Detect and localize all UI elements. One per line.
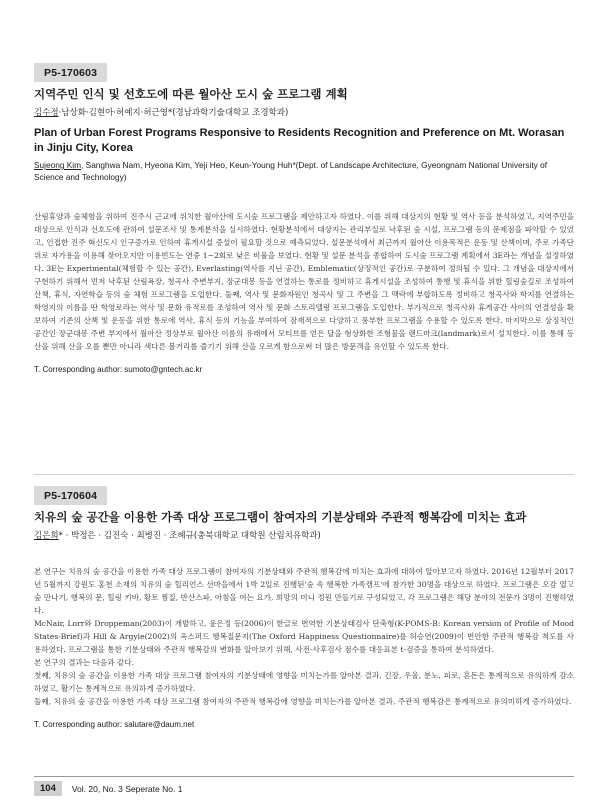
paragraph: 본 연구는 치유의 숲 공간을 이용한 가족 대상 프로그램이 참여자의 기분상태와 주관적 행복감에 미치는 효과에 대하여 알아보고자 하였다. 2016년 12월부터 2017년 5월까지 강원도 홍천 소재의 치유의 숲 힐리언스 선마을에서 1박 2일로 진행된'숲 속 행복한 가족캠프'에 참가한 30명을 대상으로 하였다. 프로그램은 오감 열고 숲 만나기, 행복의 문, 힐링 키바, 황토 찜질, 반산스파, 아침을 여는 요가, 희망의 미니 정원 만들기로 구성되었고, 각 프로그램은 해당 분야의 전문가 3명이 진행하였다. [34,567,574,615]
abstract-code-badge: P5-170603 [34,63,107,82]
page-footer [34,781,182,796]
abstract-title-korean: 치유의 숲 공간을 이용한 가족 대상 프로그램이 참여자의 기분상태와 주관적 행복감에 미치는 효과 [34,510,527,524]
first-author-english: Sujeong Kim [34,160,82,170]
corresponding-author: T. Corresponding author: sumoto@gntech.ac.kr [34,365,203,374]
co-authors-english: , Sanghwa Nam, Hyeona Kim, Yeji Heo, Keun-Young Huh*(Dept. of Landscape Architecture, Gyeongnam National University of Science and Technology) [34,160,548,182]
abstract-body [34,210,574,353]
abstract-title-english: Plan of Urban Forest Programs Responsive to Residents Recognition and Preference on Mt. Worasan in Jinju City, Korea [34,127,565,154]
authors-english [34,159,574,183]
abstract-body [34,565,574,708]
co-authors: * · 박정은 · 김진숙 · 최병진 · 조혜규(충북대학교 대학원 산림치유학과) [58,531,321,541]
journal-issue: Vol. 20, No. 3 Seperate No. 1 [71,783,183,794]
abstract-p5-170604 [34,486,574,729]
first-author: 김수정 [34,108,59,118]
corresponding-author: T. Corresponding author: salutare@daum.net [34,720,195,729]
footer-rule [34,776,574,777]
first-author: 김은희 [34,531,59,541]
abstract-p5-170603 [34,63,574,374]
authors-korean [34,530,574,542]
paragraph: 둘째, 치유의 숲 공간을 이용한 가족 대상 프로그램 참여자의 주관적 행복감에 영향을 미치는가를 알아본 결과, 주관적 행복감은 통계적으로 유의미하게 증가하였다. [34,697,572,706]
paragraph: McNair, Lorr와 Droppeman(2003)이 개발하고, 윤은정 등(2006)이 한글로 번역한 기분상태검사 단축형(K-POMS-B: Korean version of Profile of Mood States-Brief)과 Hill & Argyle(2002)의 옥스퍼드 행복질문지(The Oxford Happiness Questionnaire)를 허승연(2009)이 번안한 주관적 행복감 척도를 사용하였다. 프로그램을 통한 기분상태와 주관적 행복감의 변화를 알아보기 위해, 사전-사후검사 점수를 대응표본 t-검증을 통하여 분석하였다. [34,619,574,654]
section-divider [34,474,574,475]
paragraph: 본 연구의 결과는 다음과 같다. [34,658,135,667]
paragraph: 첫째, 치유의 숲 공간을 이용한 가족 대상 프로그램 참여자의 기분상태에 영향을 미치는가를 알아본 결과, 긴장, 우울, 분노, 피로, 혼돈은 통계적으로 유의하게 감소하였고, 활기는 통계적으로 유의하게 증가하였다. [34,671,574,693]
authors-korean [34,107,574,119]
abstract-title-korean: 지역주민 인식 및 선호도에 따른 월아산 도시 숲 프로그램 계획 [34,87,348,101]
co-authors: ·남상화·김현아·허예지·허근영*(경남과학기술대학교 조경학과) [58,108,289,118]
page-number: 104 [34,781,62,796]
abstract-code-badge: P5-170604 [34,486,107,505]
paragraph: 산림휴양과 숲체험을 위하여 진주시 근교에 위치한 월아산에 도시숲 프로그램을 제안하고자 하였다. 이를 위해 대상지의 현황 및 역사 등을 분석하였고, 지역주민을 대상으로 인식과 선호도에 관하여 설문조사 및 통계분석을 실시하였다. 현황분석에서 대상지는 관리부실로 낙후된 숲 시설, 프로그램 등의 문제점을 파악할 수 있었고, 인접한 진주 혁신도시 인구증가로 인하여 휴게시설 증설이 필요할 것으로 예측되었다. 설문분석에서 최근까지 월아산 이용목적은 운동 및 산책이며, 주로 가족단위로 자가용을 이용해 찾아오지만 이용빈도는 연중 1~2회로 낮은 비율을 보였다. 현황 및 설문 분석을 종합하여 도시숲 프로그램 계획에서 3E라는 개념을 설정하였다. 3E는 Experimental(체험할 수 있는 공간), Everlasting(역사를 지닌 공간), Emblematic(상징적인 공간)로 구분하여 정의될 수 있다. 그 개념을 대상지에서 구현하기 위해서 먼저 낙후된 산림욕장, 청곡사 주변부지, 장군대봉 등을 연결하는 통로를 정비하고 휴게시설을 조성하여 통행 및 휴식을 위한 힐링숲길로 조성하여 산책, 휴식, 자연학습 등의 숲 체험 프로그램을 도입한다. 둘째, 역사 및 문화자원인 청곡사 및 그 주변을 그 맥락에 부합하도록 정비하고 청곡사와 학지를 연결하는 학영지의 이름을 딴 학영로라는 역사 및 문화 유적로를 조성하여 역사 및 문화 스토리텔링 프로그램을 도입한다. 부가적으로 청곡사와 휴게공간 사이의 연결성을 확보하여 기존의 산책 및 운동을 위한 통로에 역사, 휴식 등의 기능을 부여하여 잠재적으로 다양하고 풍부한 프로그램을 수용할 수 있도록 한다. 마지막으로 상징적인 공간인 장군대봉 주변 부지에서 월아산 정상부로 월아산 이름의 유래에서 모티브를 얻은 달을 형상화한 조형물을 랜드마크(landmark)로서 설치한다. 이를 통해 등산을 위해 산을 오를 뿐만 아니라 색다른 볼거리를 즐기기 위해 산을 오르게 함으로써 더 많은 방문객을 유인할 수 있도록 한다. [34,212,574,351]
